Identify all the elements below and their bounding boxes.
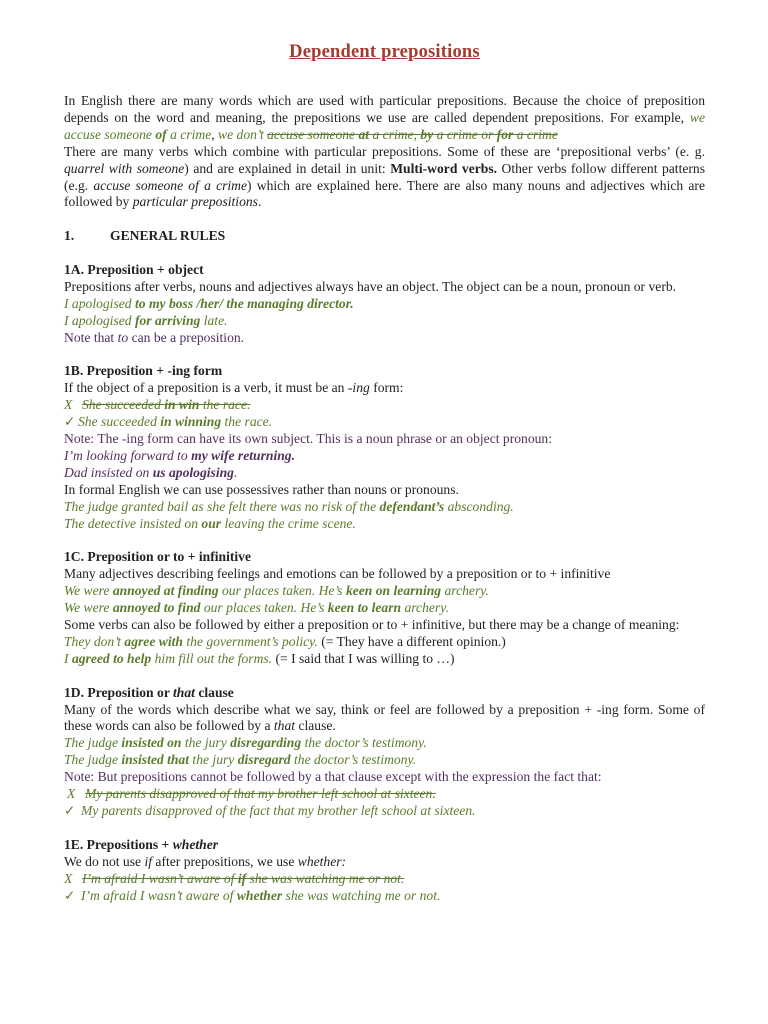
example-1a-1 bbox=[64, 296, 705, 313]
example-text: a crime bbox=[166, 126, 212, 142]
heading-italic: that bbox=[173, 684, 195, 700]
struck-example bbox=[82, 871, 404, 886]
subheading-1a: 1A. Preposition + object bbox=[64, 262, 204, 278]
rule-text: clause. bbox=[295, 718, 336, 734]
intro-text: Other verbs follow different patterns (e.g. bbox=[64, 160, 706, 193]
example-1d-1 bbox=[64, 735, 705, 752]
rule-text: If the object of a preposition is a verb, it must be an - bbox=[64, 380, 353, 396]
heading-text: 1E. Prepositions + bbox=[64, 836, 173, 852]
struck-example bbox=[82, 397, 250, 412]
example-text: him fill out the forms. bbox=[151, 650, 273, 666]
example-gloss: (= They have a different opinion.) bbox=[317, 633, 506, 649]
example-1a-2 bbox=[64, 313, 705, 330]
example-1b-2 bbox=[64, 465, 705, 482]
inline-example: accuse someone of a crime bbox=[93, 177, 248, 193]
example-text: the doctor’s testimony. bbox=[301, 735, 427, 751]
subheading-1b: 1B. Preposition + -ing form bbox=[64, 363, 223, 379]
correct-example-1e bbox=[64, 888, 705, 905]
example-text: a crime or bbox=[433, 126, 497, 142]
example-text: The detective insisted on bbox=[64, 515, 202, 531]
note-text: Note that bbox=[64, 329, 118, 345]
example-text: a crime bbox=[513, 126, 558, 142]
example-text: accuse someone bbox=[267, 126, 359, 142]
rule-text: after prepositions, we use bbox=[152, 853, 298, 869]
example-text: archery. bbox=[441, 583, 489, 599]
example-1c-3 bbox=[64, 634, 705, 651]
correct-example-1d bbox=[64, 803, 705, 820]
intro-text: In English there are many words which are used with particular prepositions. Because the choice of preposition depends on the word and meaning, the prepositions we use are called dependent prepositions. For example, bbox=[64, 93, 705, 125]
example-highlight: us apologising bbox=[152, 464, 234, 480]
section-heading-general-rules bbox=[64, 228, 705, 245]
example-highlight: keen on learning bbox=[345, 583, 442, 599]
example-highlight: disregarding bbox=[230, 735, 302, 751]
cross-mark-icon: X bbox=[64, 397, 73, 413]
example-1b-4 bbox=[64, 516, 705, 533]
example-text: The judge granted bail as she felt there was no risk of the bbox=[64, 498, 380, 514]
example-highlight: agreed to help bbox=[71, 650, 152, 666]
example-text: I’m afraid I wasn’t aware of bbox=[82, 870, 238, 886]
intro-text: . bbox=[257, 194, 262, 210]
section-number: 1. bbox=[64, 228, 75, 244]
rule-text-1c-2: Some verbs can also be followed by either a preposition or to + infinitive, but there may be a change of meaning: bbox=[64, 617, 680, 633]
example-text: I’m afraid I wasn’t aware of bbox=[81, 887, 237, 903]
example-highlight: defendant’s bbox=[379, 498, 445, 514]
example-1c-1 bbox=[64, 583, 705, 600]
heading-italic: whether bbox=[172, 836, 219, 852]
example-text: leaving the crime scene. bbox=[221, 515, 356, 531]
example-highlight: disregard bbox=[237, 752, 291, 768]
intro-text: ) which are explained here. There are also many nouns and adjectives which are followed by bbox=[64, 177, 705, 210]
example-highlight: in winning bbox=[160, 414, 222, 430]
note-1a bbox=[64, 330, 705, 347]
example-text: She succeeded bbox=[78, 414, 161, 430]
intro-text: There are many verbs which combine with particular prepositions. Some of these are ‘prepositional verbs’ (e. g. bbox=[64, 143, 705, 159]
example-sentence bbox=[64, 634, 318, 649]
example-text: I apologised bbox=[64, 312, 135, 328]
example-highlight: whether bbox=[236, 887, 283, 903]
example-text: the jury bbox=[189, 752, 238, 768]
example-1d-2 bbox=[64, 752, 705, 769]
example-text: archery. bbox=[401, 600, 449, 616]
example-highlight: insisted on bbox=[121, 735, 182, 751]
unit-reference: Multi-word verbs. bbox=[390, 160, 498, 176]
rule-text-1b-formal: In formal English we can use possessives rather than nouns or pronouns. bbox=[64, 481, 459, 497]
example-sentence bbox=[64, 651, 272, 666]
note-1b: Note: The -ing form can have its own subject. This is a noun phrase or an object pronoun: bbox=[64, 431, 553, 447]
inline-example: particular prepositions bbox=[132, 194, 258, 210]
example-text: the doctor’s testimony. bbox=[290, 752, 417, 768]
example-text: our places taken. He’s bbox=[200, 600, 328, 616]
example-text: We were bbox=[64, 583, 113, 599]
check-mark-icon: ✓ bbox=[64, 802, 76, 818]
example-highlight: to my boss /her/ the managing director. bbox=[134, 295, 354, 311]
example-text: the race. bbox=[199, 397, 251, 413]
rule-text-1e bbox=[64, 854, 705, 871]
example-preposition: for bbox=[496, 126, 514, 142]
example-highlight: if bbox=[237, 870, 247, 886]
example-text: the race. bbox=[221, 414, 273, 430]
example-1b-1 bbox=[64, 448, 705, 465]
example-text: late. bbox=[200, 312, 228, 328]
example-gloss: (= I said that I was willing to …) bbox=[272, 650, 455, 666]
example-highlight: agree with bbox=[124, 633, 183, 649]
incorrect-example-1e bbox=[64, 871, 705, 888]
example-text: . bbox=[233, 464, 238, 480]
example-text: the jury bbox=[181, 735, 231, 751]
example-text: We were bbox=[64, 600, 113, 616]
check-mark-icon: ✓ bbox=[64, 414, 76, 430]
example-highlight: insisted that bbox=[121, 752, 190, 768]
rule-text-1b bbox=[64, 380, 705, 397]
example-text: she was watching me or not. bbox=[246, 870, 405, 886]
rule-text: Many of the words which describe what we say, think or feel are followed by a preposition + -ing form. Some of these words can also be followed by a bbox=[64, 701, 705, 734]
example-1b-3 bbox=[64, 499, 705, 516]
note-1d: Note: But prepositions cannot be followed by a that clause except with the expression the fact that: bbox=[64, 769, 602, 785]
cross-mark-icon: X bbox=[64, 870, 73, 886]
rule-italic: if bbox=[144, 853, 153, 869]
subheading-1d bbox=[64, 685, 705, 702]
example-text: Dad insisted on bbox=[64, 464, 153, 480]
rule-text-1d bbox=[64, 702, 705, 736]
example-text: we accuse someone bbox=[64, 109, 705, 142]
example-text: I’m looking forward to bbox=[64, 447, 192, 463]
rule-italic: ing bbox=[352, 380, 370, 396]
page-title: Dependent prepositions bbox=[289, 42, 480, 62]
check-mark-icon: ✓ bbox=[64, 887, 76, 903]
example-accuse-wrong bbox=[218, 127, 558, 142]
example-preposition: of bbox=[155, 126, 167, 142]
rule-text: We do not use bbox=[64, 853, 145, 869]
inline-example: quarrel with someone bbox=[64, 160, 185, 176]
example-text: absconding. bbox=[444, 498, 514, 514]
example-1c-2 bbox=[64, 600, 705, 617]
example-highlight: for arriving bbox=[134, 312, 201, 328]
note-text: can be a preposition. bbox=[128, 329, 245, 345]
example-text: They don’t bbox=[64, 633, 125, 649]
example-text: the government’s policy. bbox=[182, 633, 318, 649]
rule-text-1c: Many adjectives describing feelings and emotions can be followed by a preposition or to + infinitive bbox=[64, 566, 611, 582]
example-highlight: my wife returning. bbox=[191, 447, 295, 463]
intro-text: , bbox=[211, 126, 219, 142]
example-highlight: keen to learn bbox=[327, 600, 402, 616]
correct-example-1b bbox=[64, 414, 705, 431]
example-text: she was watching me or not. bbox=[282, 887, 441, 903]
rule-italic: whether: bbox=[297, 853, 347, 869]
example-highlight: in win bbox=[164, 397, 200, 413]
intro-text: ) and are explained in detail in unit: bbox=[184, 160, 391, 176]
intro-paragraph-2 bbox=[64, 144, 705, 212]
incorrect-example-1d bbox=[64, 786, 705, 803]
struck-example bbox=[267, 127, 558, 142]
subheading-1c: 1C. Preposition or to + infinitive bbox=[64, 549, 251, 565]
rule-italic: that bbox=[273, 718, 296, 734]
example-highlight: our bbox=[201, 515, 222, 531]
example-text: a crime, bbox=[369, 126, 421, 142]
note-italic: to bbox=[117, 329, 129, 345]
example-highlight: annoyed to find bbox=[112, 600, 201, 616]
example-text: I bbox=[64, 650, 72, 666]
section-label: GENERAL RULES bbox=[110, 228, 226, 244]
example-preposition: at bbox=[358, 126, 370, 142]
example-text: I apologised bbox=[64, 295, 135, 311]
example-1c-4 bbox=[64, 651, 705, 668]
example-text: The judge bbox=[64, 735, 122, 751]
example-text: The judge bbox=[64, 752, 122, 768]
intro-paragraph-1 bbox=[64, 93, 705, 144]
subheading-1e bbox=[64, 837, 705, 854]
rule-text-1a: Prepositions after verbs, nouns and adjectives always have an object. The object can be a noun, pronoun or verb. bbox=[64, 278, 677, 294]
example-preposition: by bbox=[420, 126, 434, 142]
example-text: we don’t bbox=[218, 126, 268, 142]
example-text: our places taken. He’s bbox=[218, 583, 346, 599]
incorrect-example-1b bbox=[64, 397, 705, 414]
example-text: She succeeded bbox=[82, 397, 165, 413]
rule-text: form: bbox=[369, 380, 404, 396]
cross-mark-icon: X bbox=[67, 786, 76, 802]
heading-text: 1D. Preposition or bbox=[64, 684, 174, 700]
example-highlight: annoyed at finding bbox=[112, 583, 219, 599]
struck-example: My parents disapproved of that my brother left school at sixteen. bbox=[85, 786, 436, 802]
example-text: My parents disapproved of the fact that my brother left school at sixteen. bbox=[81, 802, 476, 818]
heading-text: clause bbox=[194, 684, 234, 700]
